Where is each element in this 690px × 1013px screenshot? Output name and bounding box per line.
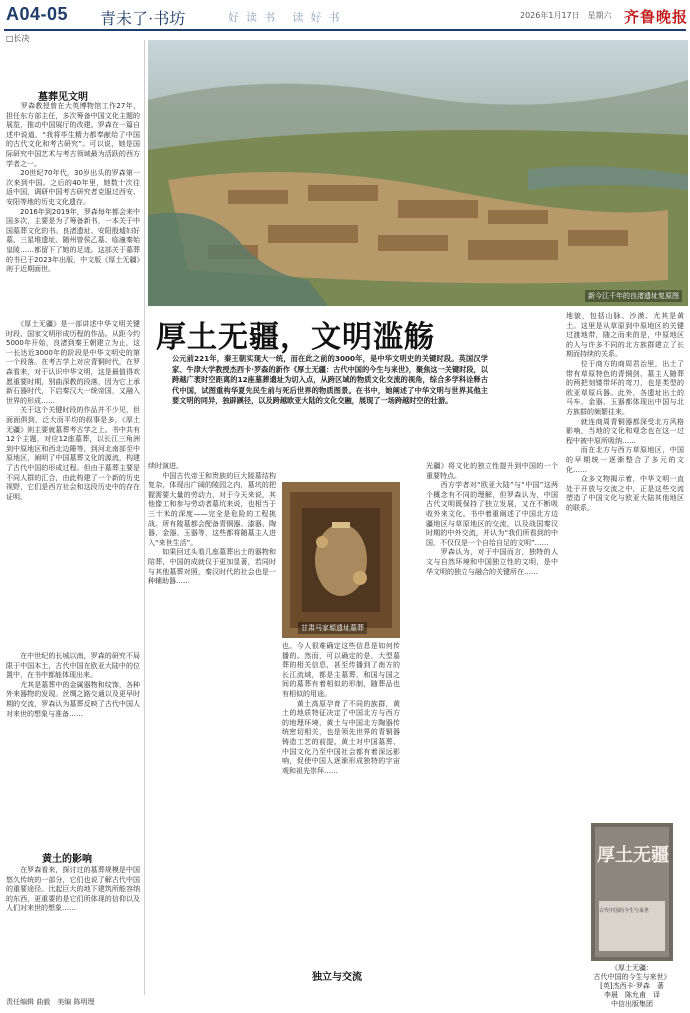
column-1-top: 罗森教授曾在大英博物馆工作27年，担任东方部主任，多次筹备中国文化主题的展览，推动中国展厅的改建。罗森在一篇自述中说道，“我将毕生精力都奉献给了中国的古代文化和考古研究”。可以说，她是国际研究中国艺术与考古领域最为活跃的西方学者之一。 20世纪70年代，30岁出头的罗森第一次来到中国。之后的40年里，她数十次往返中国，调研中国考古研究者克服过西安、安阳等地的历史文化遗存。 2016年到2019年，罗森每年都会来中国多次，主要是为了筹备新书，一本关于中国墓葬文化的书。良渚遗址、安阳殷墟妇好墓、三星堆遗址、随州曾侯乙墓、临潼秦始皇陵……都留下了她的足迹。这部关于墓葬的书已于2023年出版，中文版《厚土无疆》则于近期面世。: [6, 102, 140, 274]
newspaper-logo: 齐鲁晚报: [624, 10, 689, 26]
book-cover: [591, 823, 673, 961]
issue-date: 2026年1月17日 星期六: [520, 11, 612, 20]
column-1-mid: 《厚土无疆》是一部讲述中华文明关键时段、国家文明形成历程的作品。从距今约5000年开始，良渚到秦王朝建立为止，这一长达近3000年的阶段是中华文明史的第一个段落。在考古学上对应青铜时代，在罗森看来，对于认识中华文明，这是最值得欢愿重要时期，别曲深教的段落，因为它上承新石器时代，下启秦汉大一统帝国，又融入世界的形成…… 关于这个关键时段的作品并不少见，但面面俱到，泛大而平均的叙事是多，《厚土无疆》则主要就墓葬考古学之上。书中共有12个主题，对应12座墓葬，以长江三角洲到中原地区和西北边陲等，到河北南部至中原地区，阐明了中国墓葬文化的源流，构建了古代中国的形成过程。但由于墓葬主要是不同人群的汇合，由此构建了一个新的历史视野，它们是西方社会和这段历史中的存在证明。: [6, 320, 140, 501]
article-title: 厚土无疆，文明滥觞: [156, 321, 435, 354]
hero-image: [148, 40, 688, 306]
book-caption-line: 李晨 陈允甫 译: [604, 991, 660, 999]
tomb-excavation-image: [282, 482, 400, 638]
section-tagline: 好读书 读好书: [228, 11, 347, 24]
book-caption-line: 《厚土无疆：: [611, 964, 653, 972]
book-caption-line: [英]杰西卡·罗森 著: [600, 982, 664, 990]
column-5: 地貌，包括山脉、沙漠、尤其是黄土。这里是从草原到中原地区的关键过渡地带，随之而来的是，中原地区的人与许多不同的北方族群建立了长期而持续的关系。 位于商方的商周君治里，出土了带有草原特色的青铜剑、墓主人随葬的两把刻镂带环的弯刀，也是类型的欧亚草原兵器。此外，各遗址出土的马车、金器、玉器都体现出中国与北方族群的频繁往来。 就连商周青铜器都深受北方风格影响，当地的文化和观念也在这一过程中被中原所吸纳…… 而在北方与西方草原地区，中国的早期统一逐渐整合了多元的文化…… 众多文物揭示着，中华文明一直处于开放与交流之中，正是这些交流塑造了中国文化与欧亚大陆其他地区的联系。: [566, 312, 684, 512]
column-2: 续时演进。 中国古代帝王和贵族的巨大陵墓结构复杂，体现出广阔的陵园之内，墓坑的把握需要大量的劳动力，对于今天来说，其他像工和参与劳动者墓坑来说，也相当于三十米的深度——完全是危险的工程挑战。所有陵墓都会配备青铜器、漆器、陶器、金器、玉器等，这些都将随墓主人进入“来世生活”。 如果回过头看几座墓葬出土的器物和陪葬，中国的成就仅于更加显著，若同时与其他墓葬对照，秦汉时代的社会也是一种辅助器……: [148, 462, 276, 586]
column-divider: [144, 40, 145, 995]
subhead-2: 黄土的影响: [42, 854, 92, 865]
book-cover-subtitle: 古代中国的今生与来世: [599, 908, 650, 914]
article-lede: 公元前221年，秦王朝实现大一统，而在此之前的3000年，是中华文明史的关键时段。英国汉学家、牛津大学教授杰西卡·罗森的新作《厚土无疆：古代中国的今生与来世》，聚焦这一关键时段，以跨越广袤时空距离的12座墓葬遗址为切入点，从跨区域的物质文化交流的视角，综合多学科诠释古代中国，试图重构华夏先民生前与死后世界的物质图景。在书中，她阐述了中华文明与世界其他主要文明的同异，独辟蹊径，以及跨越欧亚大陆的文化交融，展现了一场跨越时空的壮游。: [172, 354, 488, 405]
header-rule: [4, 29, 686, 31]
page-number: A04-05: [6, 4, 69, 24]
subhead-1: 墓葬见文明: [38, 92, 88, 103]
column-1-bottom: 在罗森看来，探讨过的墓葬规模是中国悠久传统的一部分，它们也说了解古代中国的重要途径。比起巨大的地下建筑所能容纳的东西，更重要的是它们所体现的信仰以及人们对来世的想象……: [6, 866, 140, 913]
subhead-3: 独立与交流: [312, 972, 362, 983]
column-3: 也。今人很难确定这些信息是如何传播的。然而，可以确定的是，大型墓葬的相关信息，甚至传播到了南方的长江流域，都是主墓葬，和国与国之间的墓葬有着相似的形制，随葬品也有相似的用途。 黄土高原孕育了不同的族群，黄土的地质特征决定了中国北方与西方的地理环境，黄土与中国北方陶器传统密切相关，也是领先世界的青铜器铸造工艺的前提。黄土对中国墓葬、中国文化乃至中国社会都有着深远影响，促使中国人逐渐形成独特的宇宙观和祖先崇拜……: [282, 642, 400, 775]
book-caption-line: 中信出版集团: [611, 1000, 653, 1008]
byline: □长决: [6, 34, 30, 43]
book-caption-line: 古代中国的今生与来世》: [593, 973, 671, 981]
tomb-photo: [282, 482, 400, 638]
hero-caption: 新今江千年的良渚遗址复原图: [585, 290, 682, 302]
book-caption: [576, 964, 688, 1009]
tomb-photo-caption: 甘肃马家塬遗址墓葬: [298, 622, 367, 634]
book-cover-title: 厚土无疆: [597, 845, 669, 865]
column-1-lower: 在中世纪的长城以南，罗森的研究不局限于中国本土，古代中国在欧亚大陆中的位置中，在书中都能体现出来。 尤其是墓葬中的金属器物和纹饰，各种外来器物的发现。丝绸之路交通以及更早时期的交流，罗森认为墓葬反映了古代中国人对来世的想象与准备……: [6, 652, 140, 718]
section-title: 青未了·书坊: [100, 11, 186, 28]
column-4: 光疆》将文化的独立性提升到中国的一个重要特点。 西方学者对“欧亚大陆”与“中国”这两个概念有不同的理解，但罗森认为，中国古代文明既保持了独立发展，又在不断吸收外来文化。书中着重阐述了中国北方边疆地区与草原地区的交流，以及战国秦汉时期的中外交流，并认为“我们所看到的中国，不仅仅是一个自给自足的文明”…… 罗森认为，对于中国而言，独特的人文与自然环境和中国独立性的文明，是中华文明的独立与融合的关键所在……: [426, 462, 558, 576]
ancient-city-illustration: [148, 40, 688, 306]
page-footer: 责任编辑 曲毅 美编 陈明理: [6, 998, 95, 1006]
